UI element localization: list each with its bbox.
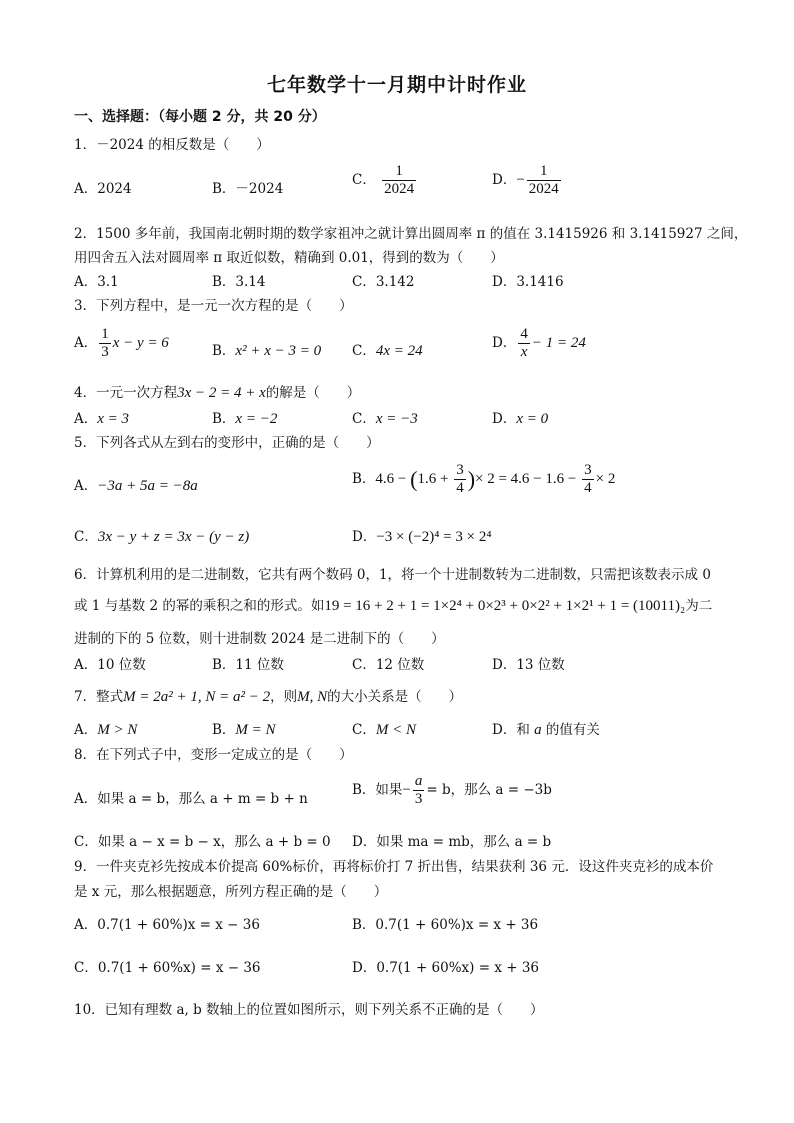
fraction: $\frac{1}{3}$ — [101, 326, 109, 360]
question-2-stem-line1: 2．1500 多年前，我国南北朝时期的数学家祖冲之就计算出圆周率 π 的值在 3.1415926 和 3.1415927 之间， — [74, 226, 748, 242]
question-8-stem: 8．在下列式子中，变形一定成立的是（ ） — [74, 747, 353, 763]
q5-option-c: C．3x − y + z = 3x − (y − z) — [74, 529, 250, 545]
q3-option-d: D． $\frac{4}{x}$ − 1 = 24 — [492, 326, 586, 360]
q2-option-b: B．3.14 — [212, 274, 266, 290]
section-heading: 一、选择题：（每小题 2 分，共 20 分） — [74, 109, 326, 125]
q9-option-a: A．0.7(1 + 60%)x = x − 36 — [74, 917, 260, 933]
question-1-stem: 1．－2024 的相反数是（ ） — [74, 137, 270, 153]
q1-option-d: D．− $\frac{1}{2024}$ — [492, 163, 559, 197]
q5-option-a: A．−3a + 5a = −8a — [74, 478, 198, 494]
q7-option-b: B．M = N — [212, 722, 276, 738]
question-10-stem: 10．已知有理数 a, b 数轴上的位置如图所示，则下列关系不正确的是（ ） — [74, 1002, 544, 1018]
question-6-stem-line2: 或 1 与基数 2 的幂的乘积之和的形式。如19 = 16 + 2 + 1 = 1×2⁴ + 0×2³ + 0×2² + 1×2¹ + 1 = (10011)₂为二 — [74, 598, 713, 614]
q4-option-c: C．x = −3 — [352, 411, 418, 427]
q2-option-d: D．3.1416 — [492, 274, 564, 290]
q7-option-d: D．和 a 的值有关 — [492, 722, 600, 738]
q6-option-c: C．12 位数 — [352, 657, 425, 673]
page-title: 七年数学十一月期中计时作业 — [266, 74, 527, 96]
question-7-stem: 7．整式M = 2a² + 1, N = a² − 2，则M, N的大小关系是（ ） — [74, 689, 463, 705]
question-6-stem-line1: 6．计算机利用的是二进制数，它共有两个数码 0，1，将一个十进制数转为二进制数，只需把该数表示成 0 — [74, 567, 711, 583]
q8-option-b: B．如果− $\frac{a}{3}$ = b，那么 a = −3b — [352, 773, 552, 807]
q9-option-b: B．0.7(1 + 60%)x = x + 36 — [352, 917, 539, 933]
q1-option-b: B．－2024 — [212, 181, 284, 197]
fraction: $\frac{4}{x}$ — [520, 326, 528, 360]
q6-option-a: A．10 位数 — [74, 657, 146, 673]
question-9-stem-line1: 9．一件夹克衫先按成本价提高 60%标价，再将标价打 7 折出售，结果获利 36 元．设这件夹克衫的成本价 — [74, 859, 714, 875]
q1-option-a: A．2024 — [74, 181, 132, 197]
question-6-stem-line3: 进制的下的 5 位数，则十进制数 2024 是二进制下的（ ） — [74, 631, 445, 647]
q4-option-b: B．x = −2 — [212, 411, 278, 427]
q8-option-c: C．如果 a − x = b − x，那么 a + b = 0 — [74, 834, 331, 850]
q4-option-a: A．x = 3 — [74, 411, 130, 427]
question-2-stem-line2: 用四舍五入法对圆周率 π 取近似数，精确到 0.01，得到的数为（ ） — [74, 250, 504, 266]
q5-option-b: B．4.6 − (1.6 + $\frac{3}{4}$ )× 2 = 4.6 − 1.6 − $\frac{3}{4}$ × 2 — [352, 462, 616, 496]
question-4-stem: 4．一元一次方程3x − 2 = 4 + x的解是（ ） — [74, 385, 361, 401]
q5-option-d: D．−3 × (−2)⁴ = 3 × 2⁴ — [352, 529, 492, 545]
q6-option-b: B．11 位数 — [212, 657, 284, 673]
q9-option-d: D．0.7(1 + 60%x) = x + 36 — [352, 960, 540, 976]
q2-option-c: C．3.142 — [352, 274, 415, 290]
q4-option-d: D．x = 0 — [492, 411, 549, 427]
question-5-stem: 5．下列各式从左到右的变形中，正确的是（ ） — [74, 435, 380, 451]
fraction: $\frac{1}{2024}$ — [384, 163, 415, 197]
q7-option-c: C．M < N — [352, 722, 416, 738]
fraction: $\frac{1}{2024}$ — [528, 163, 559, 197]
question-3-stem: 3．下列方程中，是一元一次方程的是（ ） — [74, 298, 353, 314]
q8-option-d: D．如果 ma = mb，那么 a = b — [352, 834, 552, 850]
q6-option-d: D．13 位数 — [492, 657, 565, 673]
q7-option-a: A．M > N — [74, 722, 138, 738]
q8-option-a: A．如果 a = b，那么 a + m = b + n — [74, 791, 308, 807]
fraction: $\frac{3}{4}$ — [456, 462, 464, 496]
question-9-stem-line2: 是 x 元，那么根据题意，所列方程正确的是（ ） — [74, 884, 388, 900]
fraction: $\frac{3}{4}$ — [584, 462, 592, 496]
q1-option-c: C． $\frac{1}{2024}$ — [352, 163, 415, 197]
q2-option-a: A．3.1 — [74, 274, 119, 290]
q9-option-c: C．0.7(1 + 60%x) = x − 36 — [74, 960, 261, 976]
fraction: $\frac{a}{3}$ — [414, 773, 423, 807]
q3-option-a: A． $\frac{1}{3}$ x − y = 6 — [74, 326, 169, 360]
q3-option-b: B．x² + x − 3 = 0 — [212, 343, 322, 359]
q3-option-c: C．4x = 24 — [352, 343, 423, 359]
